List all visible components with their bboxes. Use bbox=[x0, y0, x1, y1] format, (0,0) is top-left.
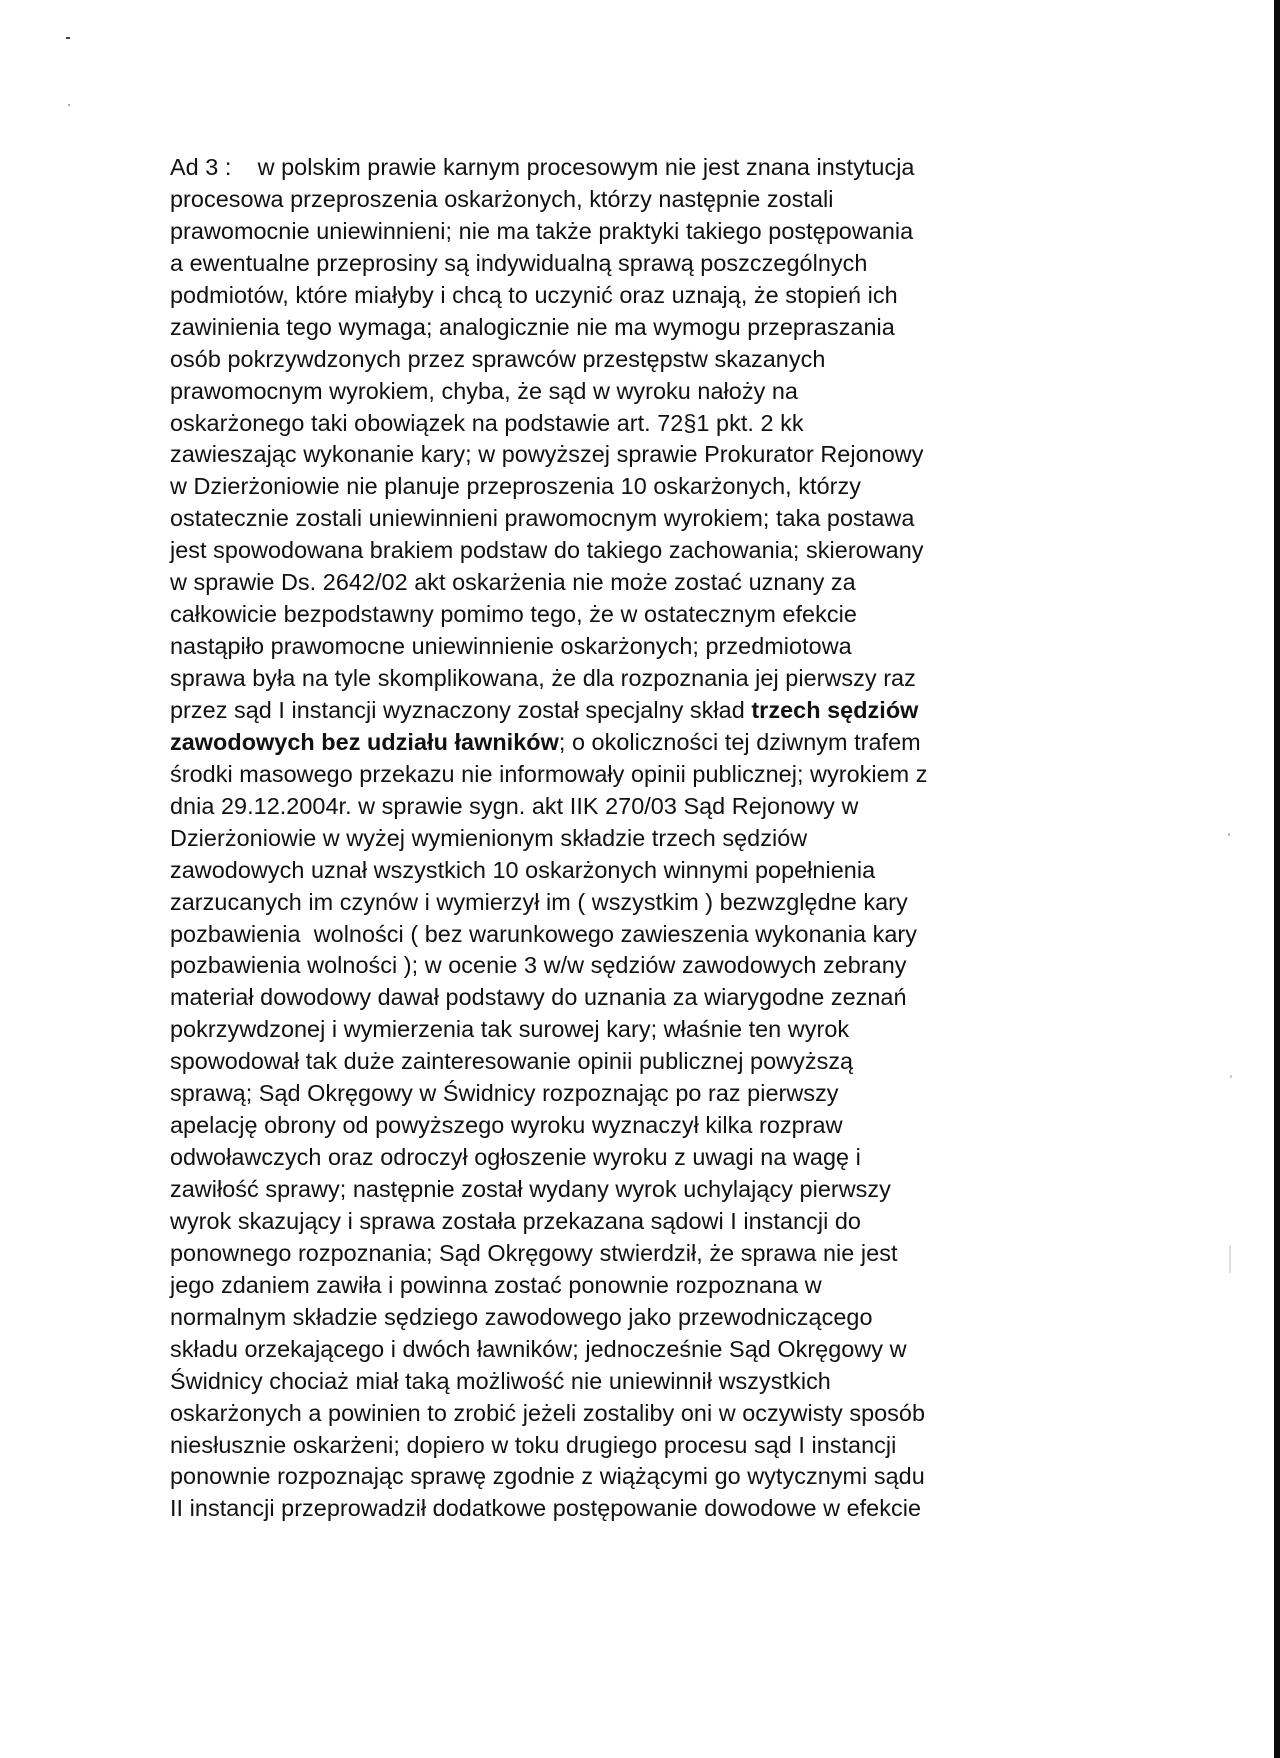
text-segment: prawomocnie uniewinnieni; nie ma także praktyki takiego postępowania bbox=[170, 217, 914, 244]
text-line bbox=[170, 759, 1170, 791]
text-line bbox=[170, 1206, 1170, 1238]
text-line bbox=[170, 599, 1170, 631]
text-segment: jego zdaniem zawiła i powinna zostać ponownie rozpoznana w bbox=[170, 1271, 822, 1298]
text-segment: zarzucanych im czynów i wymierzył im ( wszystkim ) bezwzględne kary bbox=[170, 888, 908, 915]
text-line bbox=[170, 1238, 1170, 1270]
scan-speck bbox=[1229, 1245, 1231, 1273]
text-segment: w Dzierżoniowie nie planuje przeproszenia 10 oskarżonych, którzy bbox=[170, 473, 861, 500]
text-line bbox=[170, 1493, 1170, 1525]
text-segment: materiał dowodowy dawał podstawy do uznania za wiarygodne zeznań bbox=[170, 984, 907, 1011]
text-segment: sprawą; Sąd Okręgowy w Świdnicy rozpoznając po raz pierwszy bbox=[170, 1080, 839, 1107]
text-line bbox=[170, 823, 1170, 855]
text-segment: Świdnicy chociaż miał taką możliwość nie uniewinnił wszystkich bbox=[170, 1367, 831, 1394]
text-line bbox=[170, 312, 1170, 344]
text-line bbox=[170, 791, 1170, 823]
text-segment: Dzierżoniowie w wyżej wymienionym składzie trzech sędziów bbox=[170, 824, 808, 851]
text-line bbox=[170, 1046, 1170, 1078]
text-segment: jest spowodowana brakiem podstaw do takiego zachowania; skierowany bbox=[170, 537, 924, 564]
text-line bbox=[170, 950, 1170, 982]
text-line bbox=[170, 1270, 1170, 1302]
text-segment: ponownie rozpoznając sprawę zgodnie z wiążącymi go wytycznymi sądu bbox=[170, 1463, 925, 1490]
text-segment: oskarżonych a powinien to zrobić jeżeli zostaliby oni w oczywisty sposób bbox=[170, 1399, 926, 1426]
scan-speck bbox=[68, 104, 70, 106]
text-line bbox=[170, 982, 1170, 1014]
text-line bbox=[170, 887, 1170, 919]
text-line bbox=[170, 855, 1170, 887]
text-segment: w sprawie Ds. 2642/02 akt oskarżenia nie może zostać uznany za bbox=[170, 569, 856, 596]
text-segment: pozbawienia wolności ( bez warunkowego zawieszenia wykonania kary bbox=[170, 920, 917, 947]
text-line bbox=[170, 663, 1170, 695]
text-segment: ; o okoliczności tej dziwnym trafem bbox=[558, 728, 921, 755]
text-segment: zawodowych uznał wszystkich 10 oskarżonych winnymi popełnienia bbox=[170, 856, 876, 883]
scan-speck bbox=[1230, 1075, 1232, 1078]
text-line bbox=[170, 727, 1170, 759]
text-line bbox=[170, 695, 1170, 727]
text-line bbox=[170, 1366, 1170, 1398]
scan-speck bbox=[1228, 833, 1230, 836]
text-segment: wyrok skazujący i sprawa została przekazana sądowi I instancji do bbox=[170, 1207, 861, 1234]
document-body bbox=[170, 152, 1170, 1525]
text-line bbox=[170, 1078, 1170, 1110]
text-line bbox=[170, 408, 1170, 440]
text-segment: całkowicie bezpodstawny pomimo tego, że w ostatecznym efekcie bbox=[170, 601, 857, 628]
text-line bbox=[170, 439, 1170, 471]
text-segment: zawinienia tego wymaga; analogicznie nie ma wymogu przepraszania bbox=[170, 313, 895, 340]
text-segment: II instancji przeprowadził dodatkowe postępowanie dowodowe w efekcie bbox=[170, 1495, 922, 1522]
text-line bbox=[170, 503, 1170, 535]
text-segment: pokrzywdzonej i wymierzenia tak surowej kary; właśnie ten wyrok bbox=[170, 1016, 850, 1043]
text-segment: normalnym składzie sędziego zawodowego jako przewodniczącego bbox=[170, 1303, 873, 1330]
text-segment: odwoławczych oraz odroczył ogłoszenie wyroku z uwagi na wagę i bbox=[170, 1144, 861, 1171]
bold-emphasis: zawodowych bez udziału ławników bbox=[170, 728, 559, 755]
text-line bbox=[170, 631, 1170, 663]
text-segment: środki masowego przekazu nie informowały opinii publicznej; wyrokiem z bbox=[170, 760, 928, 787]
text-segment: zawieszając wykonanie kary; w powyższej sprawie Prokurator Rejonowy bbox=[170, 441, 924, 468]
text-line bbox=[170, 471, 1170, 503]
text-segment: dnia 29.12.2004r. w sprawie sygn. akt IIK 270/03 Sąd Rejonowy w bbox=[170, 792, 859, 819]
text-segment: przez sąd I instancji wyznaczony został specjalny skład bbox=[170, 696, 752, 723]
text-line bbox=[170, 280, 1170, 312]
text-line bbox=[170, 1398, 1170, 1430]
text-segment: prawomocnym wyrokiem, chyba, że sąd w wyroku nałoży na bbox=[170, 377, 798, 404]
text-segment: podmiotów, które miałyby i chcą to uczynić oraz uznają, że stopień ich bbox=[170, 281, 898, 308]
text-segment: składu orzekającego i dwóch ławników; jednocześnie Sąd Okręgowy w bbox=[170, 1335, 907, 1362]
text-segment: osób pokrzywdzonych przez sprawców przestępstw skazanych bbox=[170, 345, 826, 372]
text-line bbox=[170, 1142, 1170, 1174]
text-segment: spowodował tak duże zainteresowanie opinii publicznej powyższą bbox=[170, 1048, 854, 1075]
text-line bbox=[170, 1430, 1170, 1462]
text-line bbox=[170, 216, 1170, 248]
text-line bbox=[170, 1014, 1170, 1046]
text-line bbox=[170, 152, 1170, 184]
text-line bbox=[170, 344, 1170, 376]
text-segment: sprawa była na tyle skomplikowana, że dla rozpoznania jej pierwszy raz bbox=[170, 665, 916, 691]
scan-edge-border bbox=[1274, 0, 1280, 1758]
text-line bbox=[170, 567, 1170, 599]
text-segment: oskarżonego taki obowiązek na podstawie art. 72§1 pkt. 2 kk bbox=[170, 409, 804, 436]
text-segment: nastąpiło prawomocne uniewinnienie oskarżonych; przedmiotowa bbox=[170, 633, 852, 660]
text-segment: ostatecznie zostali uniewinnieni prawomocnym wyrokiem; taka postawa bbox=[170, 505, 915, 532]
text-line bbox=[170, 376, 1170, 408]
text-segment: ponownego rozpoznania; Sąd Okręgowy stwierdził, że sprawa nie jest bbox=[170, 1239, 898, 1266]
text-segment: procesowa przeproszenia oskarżonych, którzy następnie zostali bbox=[170, 185, 834, 212]
scan-speck bbox=[66, 37, 70, 39]
text-line bbox=[170, 1110, 1170, 1142]
text-segment: pozbawienia wolności ); w ocenie 3 w/w sędziów zawodowych zebrany bbox=[170, 952, 907, 979]
text-segment: zawiłość sprawy; następnie został wydany wyrok uchylający pierwszy bbox=[170, 1176, 891, 1202]
text-segment: a ewentualne przeprosiny są indywidualną sprawą poszczególnych bbox=[170, 249, 868, 276]
text-segment: apelację obrony od powyższego wyroku wyznaczył kilka rozpraw bbox=[170, 1112, 843, 1139]
text-line bbox=[170, 535, 1170, 567]
text-line bbox=[170, 1174, 1170, 1206]
text-segment: niesłusznie oskarżeni; dopiero w toku drugiego procesu sąd I instancji bbox=[170, 1431, 897, 1458]
text-line bbox=[170, 919, 1170, 951]
bold-emphasis: trzech sędziów bbox=[751, 696, 919, 723]
text-line bbox=[170, 248, 1170, 280]
text-segment: Ad 3 : w polskim prawie karnym procesowym nie jest znana instytucja bbox=[170, 154, 915, 180]
text-line bbox=[170, 1461, 1170, 1493]
text-line bbox=[170, 184, 1170, 216]
text-line bbox=[170, 1334, 1170, 1366]
text-line bbox=[170, 1302, 1170, 1334]
